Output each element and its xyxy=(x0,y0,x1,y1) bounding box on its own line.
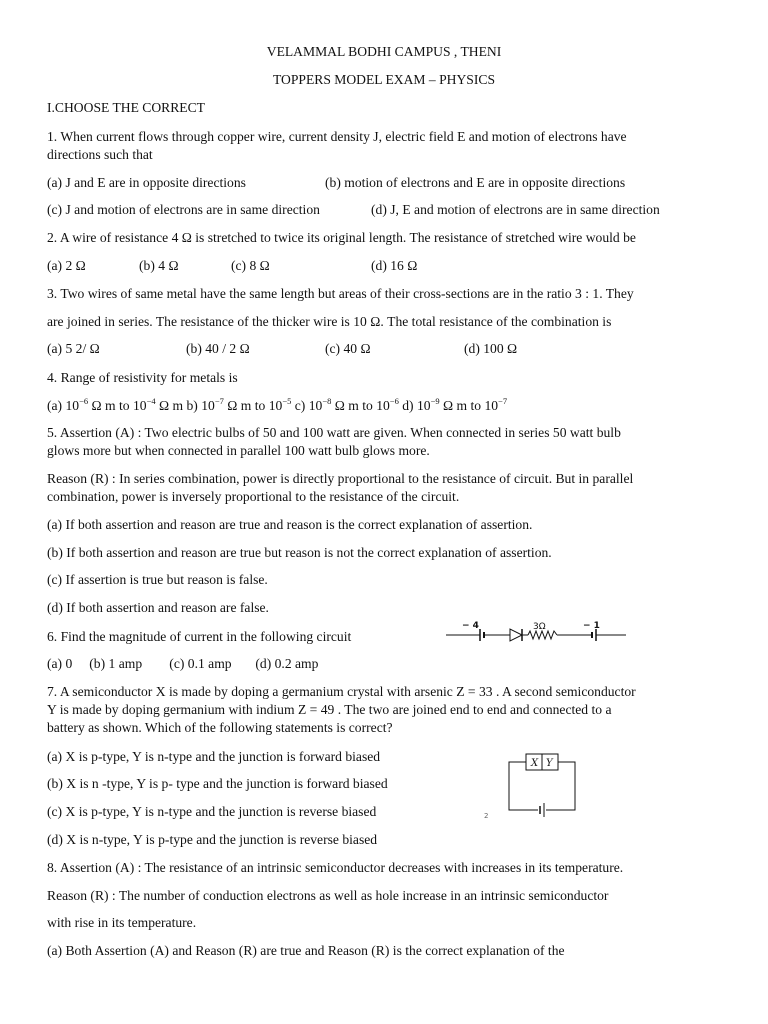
q3-option-d: (d) 100 Ω xyxy=(464,341,518,356)
q8-option-a: (a) Both Assertion (A) and Reason (R) are true and Reason (R) is the correct explanation of the xyxy=(47,943,565,958)
q8-reason-line2: with rise in its temperature. xyxy=(47,915,197,930)
q5-option-c: (c) If assertion is true but reason is false. xyxy=(47,572,268,587)
q6-circuit-left-label: − 4 xyxy=(462,621,479,631)
q5-assertion-line2: glows more but when connected in parallel 100 watt bulb glows more. xyxy=(47,443,430,458)
q8-assertion: 8. Assertion (A) : The resistance of an intrinsic semiconductor decreases with increases in its temperature. xyxy=(47,860,624,875)
q7-label-y: Y xyxy=(546,758,553,769)
q3-option-c: (c) 40 Ω xyxy=(325,341,371,356)
q7-label-x: X xyxy=(531,758,539,769)
q6-circuit-diagram xyxy=(440,618,630,646)
q5-assertion-line1: 5. Assertion (A) : Two electric bulbs of 50 and 100 watt are given. When connected in series 50 watt bulb xyxy=(47,425,621,440)
q6-resistor-icon xyxy=(528,631,557,639)
q1-text-line2: directions such that xyxy=(47,147,153,162)
q3-option-b: (b) 40 / 2 Ω xyxy=(186,341,250,356)
q4-options xyxy=(47,397,507,416)
q7-option-c: (c) X is p-type, Y is n-type and the junction is reverse biased xyxy=(47,804,377,819)
school-name: VELAMMAL BODHI CAMPUS , THENI xyxy=(266,44,502,59)
q4-option-a: (a) $10^{-6}$ Ω m to $10^{-4}$ Ω m xyxy=(47,396,184,413)
q2-text: 2. A wire of resistance 4 Ω is stretched to twice its original length. The resistance of stretched wire would be xyxy=(47,230,636,245)
q7-text-line3: battery as shown. Which of the following statements is correct? xyxy=(47,720,393,735)
q1-option-c: (c) J and motion of electrons are in same direction xyxy=(47,202,320,217)
q7-option-a: (a) X is p-type, Y is n-type and the junction is forward biased xyxy=(47,749,381,764)
q1-option-d: (d) J, E and motion of electrons are in same direction xyxy=(371,202,660,217)
q4-option-d: d) $10^{-9}$ Ω m to $10^{-7}$ xyxy=(398,396,508,413)
q1-text-line1: 1. When current flows through copper wire, current density J, electric field E and motion of electrons have xyxy=(47,129,627,144)
q2-option-c: (c) 8 Ω xyxy=(231,258,270,273)
q5-option-b: (b) If both assertion and reason are true but reason is not the correct explanation of assertion. xyxy=(47,545,552,560)
q1-option-b: (b) motion of electrons and E are in opposite directions xyxy=(325,175,626,190)
q7-option-b: (b) X is n -type, Y is p- type and the junction is forward biased xyxy=(47,776,388,791)
q4-text: 4. Range of resistivity for metals is xyxy=(47,370,238,385)
exam-title: TOPPERS MODEL EXAM – PHYSICS xyxy=(272,72,496,87)
q6-diode-icon xyxy=(510,629,522,641)
section-heading: I.CHOOSE THE CORRECT xyxy=(47,100,205,115)
q5-reason-line2: combination, power is inversely proportional to the resistance of the circuit. xyxy=(47,489,460,504)
q7-text-line1: 7. A semiconductor X is made by doping a germanium crystal with arsenic Z = 33 . A second semiconductor xyxy=(47,684,636,699)
q3-text-line1: 3. Two wires of same metal have the same length but areas of their cross-sections are in the ratio 3 : 1. They xyxy=(47,286,634,301)
q7-text-line2: Y is made by doping germanium with indium Z = 49 . The two are joined end to end and connected to a xyxy=(47,702,612,717)
q4-option-c: c) $10^{-8}$ Ω m to $10^{-6}$ xyxy=(291,396,399,413)
q5-option-d: (d) If both assertion and reason are false. xyxy=(47,600,269,615)
q2-option-a: (a) 2 Ω xyxy=(47,258,86,273)
q6-resistor-label: 3Ω xyxy=(533,622,546,632)
q6-options: (a) 0 (b) 1 amp (c) 0.1 amp (d) 0.2 amp xyxy=(47,656,319,671)
q6-text: 6. Find the magnitude of current in the following circuit xyxy=(47,629,352,644)
q8-reason-line1: Reason (R) : The number of conduction electrons as well as hole increase in an intrinsic semiconductor xyxy=(47,888,609,903)
q7-junction-diagram xyxy=(480,748,580,820)
q7-option-d: (d) X is n-type, Y is p-type and the junction is reverse biased xyxy=(47,832,378,847)
q2-option-d: (d) 16 Ω xyxy=(371,258,418,273)
q5-option-a: (a) If both assertion and reason are true and reason is the correct explanation of assertion. xyxy=(47,517,533,532)
q3-option-a: (a) 5 2/ Ω xyxy=(47,341,100,356)
q1-option-a: (a) J and E are in opposite directions xyxy=(47,175,246,190)
q3-text-line2: are joined in series. The resistance of the thicker wire is 10 Ω. The total resistance of the combination is xyxy=(47,314,612,329)
q5-reason-line1: Reason (R) : In series combination, power is directly proportional to the resistance of circuit. But in parallel xyxy=(47,471,634,486)
q6-circuit-right-label: − 1 xyxy=(583,621,600,631)
q2-option-b: (b) 4 Ω xyxy=(139,258,179,273)
q4-option-b: b) $10^{-7}$ Ω m to $10^{-5}$ xyxy=(183,396,292,413)
q7-stray-mark: 2 xyxy=(484,812,489,820)
